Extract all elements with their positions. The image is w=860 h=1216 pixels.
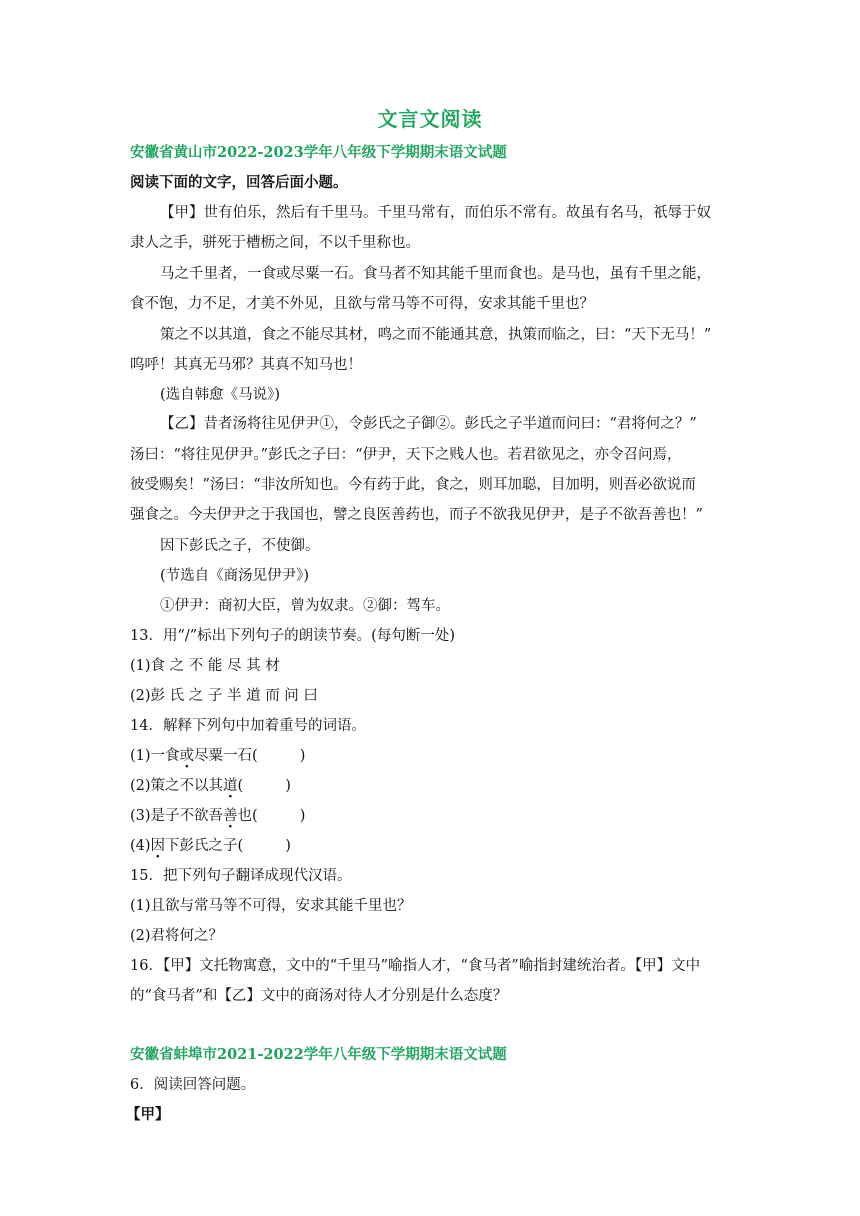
source-heading-1: 安徽省黄山市2022-2023学年八年级下学期期末语文试题 (130, 144, 507, 161)
question-14-item-4: (4)因下彭氏之子( ) (130, 838, 291, 854)
question-13-item-2: (2)彭 氏 之 子 半 道 而 问 曰 (130, 688, 318, 704)
footnotes: ①伊尹：商初大臣，曾为奴隶。②御：驾车。 (160, 598, 450, 614)
question-16-cont: 的“食马者”和【乙】文中的商汤对待人才分别是什么态度？ (130, 988, 508, 1004)
question-15-item-1: (1)且欲与常马等不可得，安求其能千里也？ (130, 898, 412, 914)
page-title: 文言文阅读 (377, 107, 483, 131)
passage-jia-line: 马之千里者，一食或尽粟一石。食马者不知其能千里而食也。是马也，虽有千里之能， (160, 266, 711, 282)
passage-yi-line: 彼受赐矣！”汤曰：“非汝所知也。今有药于此，食之，则耳加聪，目加明，则吾必欲说而 (130, 477, 696, 493)
question-6: 6．阅读回答问题。 (130, 1077, 256, 1093)
question-13: 13．用“/”标出下列句子的朗读节奏。(每句断一处) (130, 628, 455, 644)
passage-jia-line: 【甲】世有伯乐，然后有千里马。千里马常有，而伯乐不常有。故虽有名马，祇辱于奴 (160, 205, 711, 221)
question-16: 16．【甲】文托物寓意，文中的“千里马”喻指人才，“食马者”喻指封建统治者。【甲】文中 (130, 958, 701, 974)
passage-jia-source: (选自韩愈《马说》) (160, 387, 281, 403)
question-14-item-1: (1)一食或尽粟一石( ) (130, 748, 306, 764)
emphasis-dot-char: 善 (223, 808, 238, 824)
passage-jia-line: 食不饱，力不足，才美不外见，且欲与常马等不可得，安求其能千里也？ (130, 296, 594, 312)
passage-jia-line: 策之不以其道，食之不能尽其材，鸣之而不能通其意，执策而临之，曰：“天下无马！” (160, 327, 712, 343)
question-14: 14．解释下列句中加着重号的词语。 (130, 718, 366, 734)
passage-yi-source: (节选自《商汤见伊尹》) (160, 568, 310, 584)
question-15: 15．把下列句子翻译成现代汉语。 (130, 868, 352, 884)
question-14-item-2: (2)策之不以其道( ) (130, 778, 291, 794)
question-13-item-1: (1)食 之 不 能 尽 其 材 (130, 658, 280, 674)
question-15-item-2: (2)君将何之？ (130, 928, 224, 944)
passage-jia-line: 隶人之手，骈死于槽枥之间，不以千里称也。 (130, 235, 420, 251)
reading-instruction: 阅读下面的文字，回答后面小题。 (130, 174, 348, 191)
source-heading-2: 安徽省蚌埠市2021-2022学年八年级下学期期末语文试题 (130, 1046, 507, 1063)
question-14-item-3: (3)是子不欲吾善也( ) (130, 808, 306, 824)
passage-yi-line: 强食之。今夫伊尹之于我国也，譬之良医善药也，而子不欲我见伊尹，是子不欲吾善也！” (130, 507, 703, 523)
passage-yi-line: 【乙】昔者汤将往见伊尹①，令彭氏之子御②。彭氏之子半道而问曰：“君将何之？” (160, 416, 697, 432)
passage-yi-line: 汤曰：“将往见伊尹。”彭氏之子曰：“伊尹，天下之贱人也。若君欲见之，亦令召问焉， (130, 447, 682, 463)
emphasis-dot-char: 或 (179, 748, 195, 764)
passage-yi-line: 因下彭氏之子，不使御。 (160, 538, 320, 554)
emphasis-dot-char: 道 (223, 778, 238, 794)
passage-jia-label: 【甲】 (126, 1106, 170, 1123)
emphasis-dot-char: 因 (150, 838, 166, 854)
passage-jia-line: 呜呼！其真无马邪？其真不知马也！ (130, 357, 362, 373)
